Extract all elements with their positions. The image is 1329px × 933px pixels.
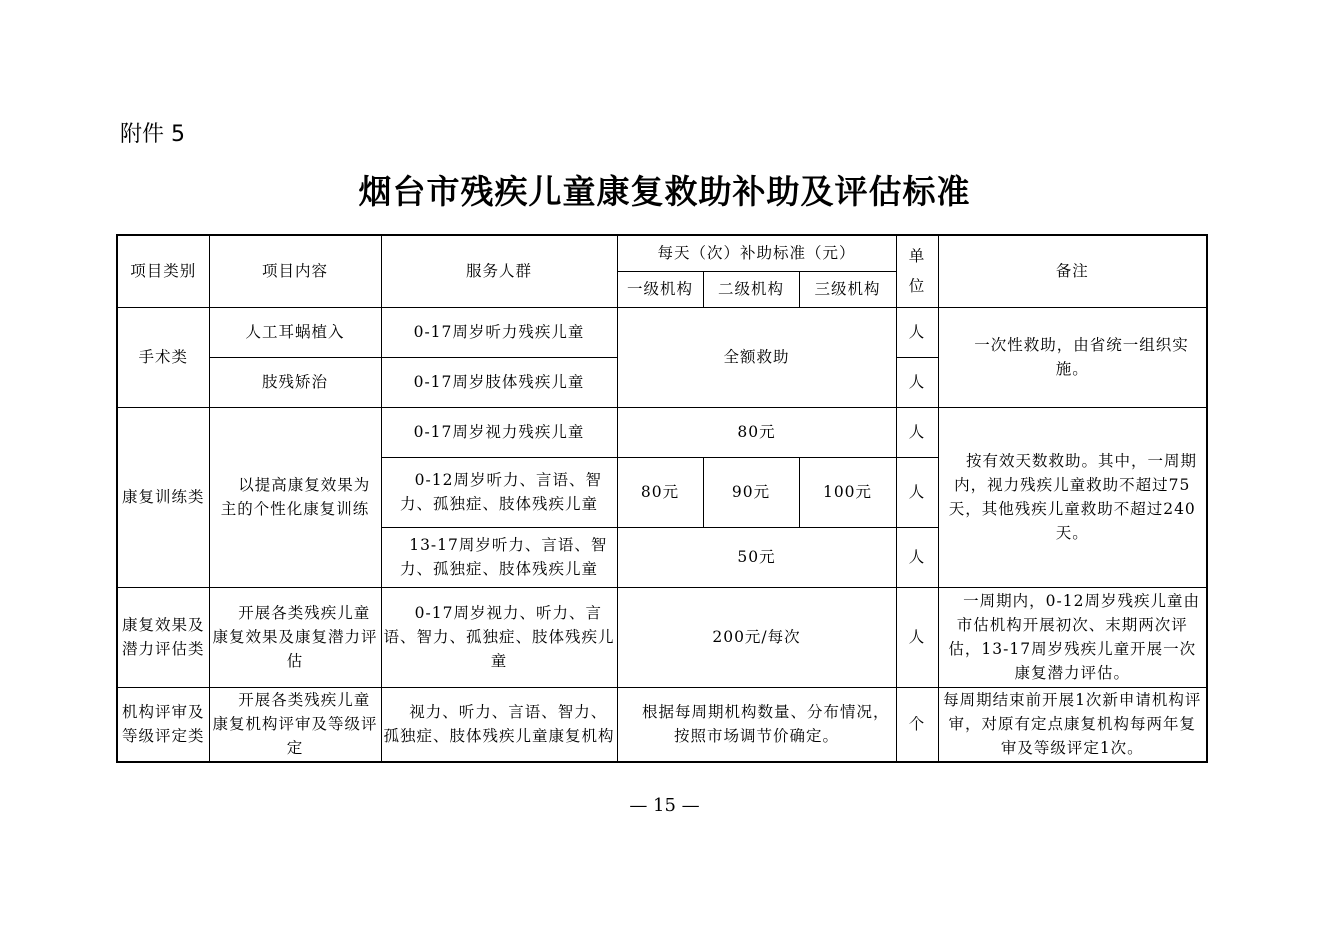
- page-number: — 15 —: [629, 795, 700, 816]
- attachment-label: 附件 5: [120, 122, 185, 147]
- rehab-category: 康复训练类: [117, 407, 209, 587]
- surgery-remark: 一次性救助，由省统一组织实施。: [938, 307, 1207, 407]
- header-level2: 二级机构: [703, 271, 799, 307]
- header-level1: 一级机构: [617, 271, 703, 307]
- review-subsidy: 根据每周期机构数量、分布情况，按照市场调节价确定。: [617, 687, 896, 762]
- review-content: 开展各类残疾儿童康复机构评审及等级评定: [209, 687, 381, 762]
- review-unit: 个: [896, 687, 938, 762]
- assessment-unit: 人: [896, 587, 938, 687]
- review-category: 机构评审及等级评定类: [117, 687, 209, 762]
- header-population: 服务人群: [381, 235, 617, 307]
- header-category: 项目类别: [117, 235, 209, 307]
- rehab-content: 以提高康复效果为主的个性化康复训练: [209, 407, 381, 587]
- rehab-level2: 90元: [703, 457, 799, 527]
- assessment-subsidy: 200元/每次: [617, 587, 896, 687]
- review-population: 视力、听力、言语、智力、孤独症、肢体残疾儿童康复机构: [381, 687, 617, 762]
- header-subsidy: 每天（次）补助标准（元）: [617, 235, 896, 271]
- surgery-population-2: 0-17周岁肢体残疾儿童: [381, 357, 617, 407]
- standards-table: [116, 234, 1208, 763]
- surgery-content-2: 肢残矫治: [209, 357, 381, 407]
- document-title: 烟台市残疾儿童康复救助补助及评估标准: [358, 172, 971, 211]
- rehab-unit-3: 人: [896, 527, 938, 587]
- assessment-content: 开展各类残疾儿童康复效果及康复潜力评估: [209, 587, 381, 687]
- surgery-subsidy: 全额救助: [617, 307, 896, 407]
- header-content: 项目内容: [209, 235, 381, 307]
- assessment-remark: 一周期内，0-12周岁残疾儿童由市估机构开展初次、末期两次评估，13-17周岁残疾儿童开展一次康复潜力评估。: [938, 587, 1207, 687]
- table-row: [117, 687, 1207, 762]
- rehab-population-1: 0-17周岁视力残疾儿童: [381, 407, 617, 457]
- surgery-unit-2: 人: [896, 357, 938, 407]
- rehab-subsidy-1: 80元: [617, 407, 896, 457]
- rehab-remark: 按有效天数救助。其中，一周期内，视力残疾儿童救助不超过75天，其他残疾儿童救助不超过240天。: [938, 407, 1207, 587]
- rehab-level3: 100元: [799, 457, 896, 527]
- review-remark: 每周期结束前开展1次新申请机构评审，对原有定点康复机构每两年复审及等级评定1次。: [938, 687, 1207, 762]
- table-row: [117, 307, 1207, 357]
- table-row: [117, 587, 1207, 687]
- surgery-unit-1: 人: [896, 307, 938, 357]
- surgery-population-1: 0-17周岁听力残疾儿童: [381, 307, 617, 357]
- header-remark: 备注: [938, 235, 1207, 307]
- rehab-unit-2: 人: [896, 457, 938, 527]
- surgery-content-1: 人工耳蜗植入: [209, 307, 381, 357]
- header-row-1: [117, 235, 1207, 271]
- table-row: [117, 407, 1207, 457]
- rehab-level1: 80元: [617, 457, 703, 527]
- header-unit: 单位: [896, 235, 938, 307]
- rehab-subsidy-3: 50元: [617, 527, 896, 587]
- rehab-population-2: 0-12周岁听力、言语、智力、孤独症、肢体残疾儿童: [381, 457, 617, 527]
- rehab-population-3: 13-17周岁听力、言语、智力、孤独症、肢体残疾儿童: [381, 527, 617, 587]
- surgery-category: 手术类: [117, 307, 209, 407]
- assessment-population: 0-17周岁视力、听力、言语、智力、孤独症、肢体残疾儿童: [381, 587, 617, 687]
- assessment-category: 康复效果及潜力评估类: [117, 587, 209, 687]
- rehab-unit-1: 人: [896, 407, 938, 457]
- header-level3: 三级机构: [799, 271, 896, 307]
